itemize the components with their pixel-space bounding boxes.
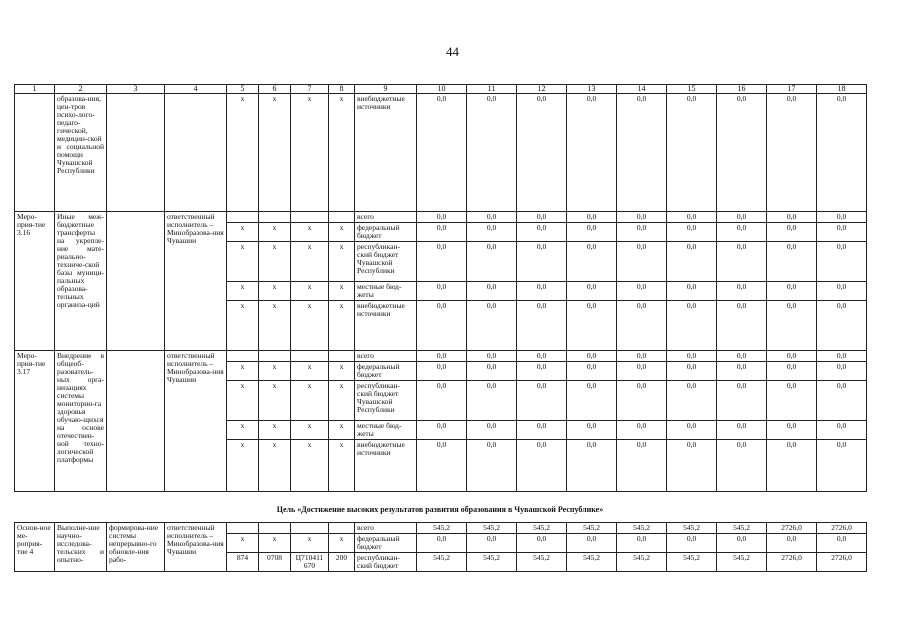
funding-source-cell: республикан-ский бюджет Чувашской Республики bbox=[355, 381, 417, 421]
value-cell: 0,0 bbox=[617, 223, 667, 242]
code-cell bbox=[291, 523, 329, 534]
value-cell: 0,0 bbox=[617, 421, 667, 440]
value-cell: 0,0 bbox=[817, 94, 867, 212]
table-row bbox=[15, 351, 867, 362]
value-cell: 0,0 bbox=[617, 212, 667, 223]
funding-source-cell: республикан-ский бюджет bbox=[355, 553, 417, 572]
value-cell: 0,0 bbox=[567, 381, 617, 421]
value-cell: 0,0 bbox=[667, 94, 717, 212]
code-cell: x bbox=[329, 94, 355, 212]
code-cell: x bbox=[329, 242, 355, 282]
value-cell: 0,0 bbox=[617, 534, 667, 553]
goal-heading: Цель «Достижение высоких результатов развития образования в Чувашской Республике» bbox=[276, 505, 604, 514]
value-cell: 0,0 bbox=[567, 223, 617, 242]
value-cell: 0,0 bbox=[417, 94, 467, 212]
code-cell: x bbox=[291, 421, 329, 440]
code-cell: x bbox=[259, 94, 291, 212]
value-cell: 0,0 bbox=[417, 212, 467, 223]
executor-cell bbox=[165, 94, 227, 212]
value-cell: 0,0 bbox=[767, 94, 817, 212]
value-cell: 0,0 bbox=[417, 242, 467, 282]
table-row bbox=[15, 212, 867, 223]
value-cell: 0,0 bbox=[817, 223, 867, 242]
column-number: 6 bbox=[259, 85, 291, 94]
funding-source-cell: федеральный бюджет bbox=[355, 362, 417, 381]
value-cell: 2726,0 bbox=[767, 523, 817, 534]
value-cell: 0,0 bbox=[667, 212, 717, 223]
funding-source-cell: всего bbox=[355, 523, 417, 534]
value-cell: 0,0 bbox=[467, 242, 517, 282]
value-cell: 0,0 bbox=[517, 534, 567, 553]
value-cell: 0,0 bbox=[467, 534, 517, 553]
funding-source-cell: федеральный бюджет bbox=[355, 534, 417, 553]
table-row bbox=[15, 94, 867, 212]
event-number-cell bbox=[15, 94, 55, 212]
value-cell: 0,0 bbox=[767, 440, 817, 492]
value-cell: 0,0 bbox=[767, 242, 817, 282]
value-cell: 0,0 bbox=[467, 440, 517, 492]
value-cell: 0,0 bbox=[767, 421, 817, 440]
column-number: 9 bbox=[355, 85, 417, 94]
value-cell: 0,0 bbox=[417, 362, 467, 381]
value-cell: 0,0 bbox=[467, 212, 517, 223]
value-cell: 545,2 bbox=[517, 553, 567, 572]
budget-table bbox=[14, 84, 867, 492]
value-cell: 0,0 bbox=[817, 212, 867, 223]
code-cell: x bbox=[259, 381, 291, 421]
value-cell: 0,0 bbox=[467, 301, 517, 351]
code-cell: x bbox=[227, 440, 259, 492]
value-cell: 0,0 bbox=[417, 381, 467, 421]
value-cell: 0,0 bbox=[467, 223, 517, 242]
value-cell: 0,0 bbox=[667, 381, 717, 421]
value-cell: 545,2 bbox=[617, 553, 667, 572]
code-cell: 0708 bbox=[259, 553, 291, 572]
code-cell: x bbox=[291, 381, 329, 421]
value-cell: 0,0 bbox=[667, 362, 717, 381]
code-cell: x bbox=[259, 421, 291, 440]
code-cell bbox=[329, 351, 355, 362]
value-cell: 0,0 bbox=[667, 534, 717, 553]
value-cell: 545,2 bbox=[467, 523, 517, 534]
value-cell: 0,0 bbox=[667, 242, 717, 282]
value-cell: 0,0 bbox=[567, 212, 617, 223]
event-name-cell: Внедрение в общеоб-разователь-ных орга-низациях системы мониторин-га здоровья обучаю-щихся на основе отечествен-ной техно-логической платформы bbox=[55, 351, 107, 492]
event-name-cell: Иные меж-бюджетные трансферты на укрепле-ние мате-риально-техниче-ской базы муници-пальных образова-тельных организа-ций bbox=[55, 212, 107, 351]
value-cell: 0,0 bbox=[817, 351, 867, 362]
value-cell: 0,0 bbox=[467, 94, 517, 212]
value-cell: 0,0 bbox=[667, 440, 717, 492]
value-cell: 0,0 bbox=[517, 94, 567, 212]
event-number-cell: Меро-прия-тие 3.17 bbox=[15, 351, 55, 492]
value-cell: 0,0 bbox=[617, 381, 667, 421]
value-cell: 2726,0 bbox=[767, 553, 817, 572]
column-number: 18 bbox=[817, 85, 867, 94]
column-number: 8 bbox=[329, 85, 355, 94]
column-number: 1 bbox=[15, 85, 55, 94]
code-cell: x bbox=[227, 381, 259, 421]
funding-source-cell: внебюджетные источники bbox=[355, 94, 417, 212]
column-number: 4 bbox=[165, 85, 227, 94]
value-cell: 0,0 bbox=[717, 94, 767, 212]
event-name-cell: Выполне-ние научно-исследова-тельских и опытно- bbox=[55, 523, 107, 572]
code-cell: x bbox=[291, 534, 329, 553]
code-cell: x bbox=[291, 223, 329, 242]
executor-cell: ответственный исполнитель – Минобразова-ния Чувашии bbox=[165, 351, 227, 492]
value-cell: 545,2 bbox=[417, 523, 467, 534]
value-cell: 0,0 bbox=[767, 351, 817, 362]
budget-table-continued bbox=[14, 522, 867, 572]
code-cell: x bbox=[227, 282, 259, 301]
value-cell: 0,0 bbox=[717, 212, 767, 223]
column-number: 13 bbox=[567, 85, 617, 94]
value-cell: 0,0 bbox=[717, 242, 767, 282]
value-cell: 0,0 bbox=[767, 381, 817, 421]
table-row bbox=[15, 523, 867, 534]
value-cell: 0,0 bbox=[817, 301, 867, 351]
code-cell: x bbox=[291, 440, 329, 492]
value-cell: 0,0 bbox=[567, 534, 617, 553]
column-number: 10 bbox=[417, 85, 467, 94]
code-cell: x bbox=[291, 94, 329, 212]
code-cell: x bbox=[291, 282, 329, 301]
value-cell: 0,0 bbox=[417, 301, 467, 351]
code-cell bbox=[227, 523, 259, 534]
code-cell: x bbox=[259, 282, 291, 301]
value-cell: 0,0 bbox=[817, 282, 867, 301]
value-cell: 0,0 bbox=[817, 242, 867, 282]
event-goal-cell bbox=[107, 212, 165, 351]
code-cell: Ц710411 670 bbox=[291, 553, 329, 572]
value-cell: 0,0 bbox=[567, 301, 617, 351]
funding-source-cell: всего bbox=[355, 351, 417, 362]
column-number: 12 bbox=[517, 85, 567, 94]
value-cell: 2726,0 bbox=[817, 523, 867, 534]
column-number: 7 bbox=[291, 85, 329, 94]
value-cell: 0,0 bbox=[517, 421, 567, 440]
code-cell: x bbox=[227, 534, 259, 553]
event-number-cell: Основ-ное ме-роприя-тие 4 bbox=[15, 523, 55, 572]
code-cell: x bbox=[329, 440, 355, 492]
code-cell: x bbox=[259, 534, 291, 553]
value-cell: 0,0 bbox=[817, 440, 867, 492]
column-number: 15 bbox=[667, 85, 717, 94]
column-number-row bbox=[15, 85, 867, 94]
value-cell: 0,0 bbox=[417, 351, 467, 362]
code-cell: 874 bbox=[227, 553, 259, 572]
code-cell: x bbox=[329, 381, 355, 421]
value-cell: 0,0 bbox=[817, 421, 867, 440]
value-cell: 0,0 bbox=[717, 223, 767, 242]
funding-source-cell: местные бюд-жеты bbox=[355, 421, 417, 440]
value-cell: 545,2 bbox=[417, 553, 467, 572]
value-cell: 545,2 bbox=[567, 553, 617, 572]
value-cell: 545,2 bbox=[717, 553, 767, 572]
value-cell: 545,2 bbox=[517, 523, 567, 534]
value-cell: 0,0 bbox=[517, 212, 567, 223]
value-cell: 0,0 bbox=[617, 362, 667, 381]
value-cell: 545,2 bbox=[567, 523, 617, 534]
code-cell: x bbox=[227, 223, 259, 242]
code-cell: x bbox=[259, 362, 291, 381]
value-cell: 0,0 bbox=[717, 282, 767, 301]
funding-source-cell: всего bbox=[355, 212, 417, 223]
value-cell: 2726,0 bbox=[817, 553, 867, 572]
code-cell: x bbox=[227, 94, 259, 212]
value-cell: 0,0 bbox=[567, 282, 617, 301]
value-cell: 545,2 bbox=[467, 553, 517, 572]
value-cell: 545,2 bbox=[617, 523, 667, 534]
value-cell: 0,0 bbox=[717, 301, 767, 351]
code-cell bbox=[291, 351, 329, 362]
value-cell: 0,0 bbox=[817, 534, 867, 553]
code-cell bbox=[329, 212, 355, 223]
code-cell bbox=[291, 212, 329, 223]
value-cell: 0,0 bbox=[617, 242, 667, 282]
value-cell: 0,0 bbox=[767, 212, 817, 223]
code-cell bbox=[227, 212, 259, 223]
code-cell: x bbox=[291, 362, 329, 381]
value-cell: 0,0 bbox=[417, 223, 467, 242]
value-cell: 0,0 bbox=[617, 282, 667, 301]
event-number-cell: Меро-прия-тие 3.16 bbox=[15, 212, 55, 351]
code-cell: x bbox=[329, 534, 355, 553]
value-cell: 0,0 bbox=[567, 351, 617, 362]
event-goal-cell bbox=[107, 94, 165, 212]
value-cell: 0,0 bbox=[717, 381, 767, 421]
value-cell: 545,2 bbox=[667, 523, 717, 534]
value-cell: 0,0 bbox=[467, 421, 517, 440]
code-cell: x bbox=[259, 223, 291, 242]
code-cell bbox=[329, 523, 355, 534]
column-number: 5 bbox=[227, 85, 259, 94]
code-cell: x bbox=[329, 362, 355, 381]
value-cell: 0,0 bbox=[667, 351, 717, 362]
value-cell: 0,0 bbox=[567, 362, 617, 381]
funding-source-cell: республикан-ский бюджет Чувашской Республики bbox=[355, 242, 417, 282]
value-cell: 0,0 bbox=[617, 301, 667, 351]
executor-cell: ответственный исполнитель – Минобразова-ния Чувашии bbox=[165, 523, 227, 572]
value-cell: 0,0 bbox=[667, 301, 717, 351]
value-cell: 0,0 bbox=[467, 362, 517, 381]
value-cell: 0,0 bbox=[567, 440, 617, 492]
value-cell: 0,0 bbox=[467, 282, 517, 301]
code-cell: x bbox=[227, 421, 259, 440]
value-cell: 0,0 bbox=[767, 362, 817, 381]
code-cell bbox=[259, 212, 291, 223]
value-cell: 0,0 bbox=[417, 534, 467, 553]
code-cell: x bbox=[329, 223, 355, 242]
value-cell: 0,0 bbox=[617, 94, 667, 212]
value-cell: 0,0 bbox=[617, 440, 667, 492]
value-cell: 0,0 bbox=[767, 223, 817, 242]
code-cell bbox=[259, 523, 291, 534]
value-cell: 0,0 bbox=[517, 351, 567, 362]
code-cell: x bbox=[291, 242, 329, 282]
code-cell: x bbox=[259, 242, 291, 282]
value-cell: 0,0 bbox=[567, 421, 617, 440]
value-cell: 0,0 bbox=[667, 223, 717, 242]
value-cell: 0,0 bbox=[667, 421, 717, 440]
value-cell: 0,0 bbox=[417, 282, 467, 301]
code-cell: x bbox=[329, 301, 355, 351]
event-goal-cell bbox=[107, 351, 165, 492]
column-number: 11 bbox=[467, 85, 517, 94]
value-cell: 0,0 bbox=[717, 421, 767, 440]
event-goal-cell: формирова-ние системы непрерывно-го обновле-ния рабо- bbox=[107, 523, 165, 572]
value-cell: 0,0 bbox=[767, 282, 817, 301]
event-name-cell: образова-ния, цен-тров психо-лого-педаго-гической, медицин-ской и социальной помощи Чувашской Республики bbox=[55, 94, 107, 212]
value-cell: 545,2 bbox=[667, 553, 717, 572]
code-cell: x bbox=[227, 362, 259, 381]
value-cell: 0,0 bbox=[717, 351, 767, 362]
code-cell bbox=[227, 351, 259, 362]
value-cell: 0,0 bbox=[817, 381, 867, 421]
value-cell: 0,0 bbox=[817, 362, 867, 381]
funding-source-cell: федеральный бюджет bbox=[355, 223, 417, 242]
code-cell: x bbox=[227, 301, 259, 351]
value-cell: 0,0 bbox=[517, 381, 567, 421]
column-number: 2 bbox=[55, 85, 107, 94]
column-number: 17 bbox=[767, 85, 817, 94]
value-cell: 0,0 bbox=[417, 440, 467, 492]
value-cell: 0,0 bbox=[517, 440, 567, 492]
funding-source-cell: внебюджетные источники bbox=[355, 440, 417, 492]
funding-source-cell: местные бюд-жеты bbox=[355, 282, 417, 301]
code-cell: x bbox=[291, 301, 329, 351]
column-number: 16 bbox=[717, 85, 767, 94]
value-cell: 0,0 bbox=[617, 351, 667, 362]
code-cell: 200 bbox=[329, 553, 355, 572]
value-cell: 0,0 bbox=[767, 534, 817, 553]
column-number: 14 bbox=[617, 85, 667, 94]
value-cell: 0,0 bbox=[467, 381, 517, 421]
value-cell: 0,0 bbox=[467, 351, 517, 362]
value-cell: 0,0 bbox=[667, 282, 717, 301]
value-cell: 0,0 bbox=[517, 242, 567, 282]
code-cell: x bbox=[329, 421, 355, 440]
column-number: 3 bbox=[107, 85, 165, 94]
value-cell: 0,0 bbox=[717, 534, 767, 553]
value-cell: 545,2 bbox=[717, 523, 767, 534]
code-cell: x bbox=[259, 440, 291, 492]
executor-cell: ответственный исполнитель – Минобразова-ния Чувашии bbox=[165, 212, 227, 351]
code-cell: x bbox=[259, 301, 291, 351]
value-cell: 0,0 bbox=[517, 362, 567, 381]
page-number: 44 bbox=[446, 44, 459, 59]
code-cell: x bbox=[227, 242, 259, 282]
value-cell: 0,0 bbox=[717, 440, 767, 492]
value-cell: 0,0 bbox=[567, 242, 617, 282]
value-cell: 0,0 bbox=[717, 362, 767, 381]
value-cell: 0,0 bbox=[417, 421, 467, 440]
value-cell: 0,0 bbox=[517, 223, 567, 242]
value-cell: 0,0 bbox=[517, 301, 567, 351]
code-cell bbox=[259, 351, 291, 362]
value-cell: 0,0 bbox=[567, 94, 617, 212]
code-cell: x bbox=[329, 282, 355, 301]
value-cell: 0,0 bbox=[767, 301, 817, 351]
value-cell: 0,0 bbox=[517, 282, 567, 301]
funding-source-cell: внебюджетные источники bbox=[355, 301, 417, 351]
